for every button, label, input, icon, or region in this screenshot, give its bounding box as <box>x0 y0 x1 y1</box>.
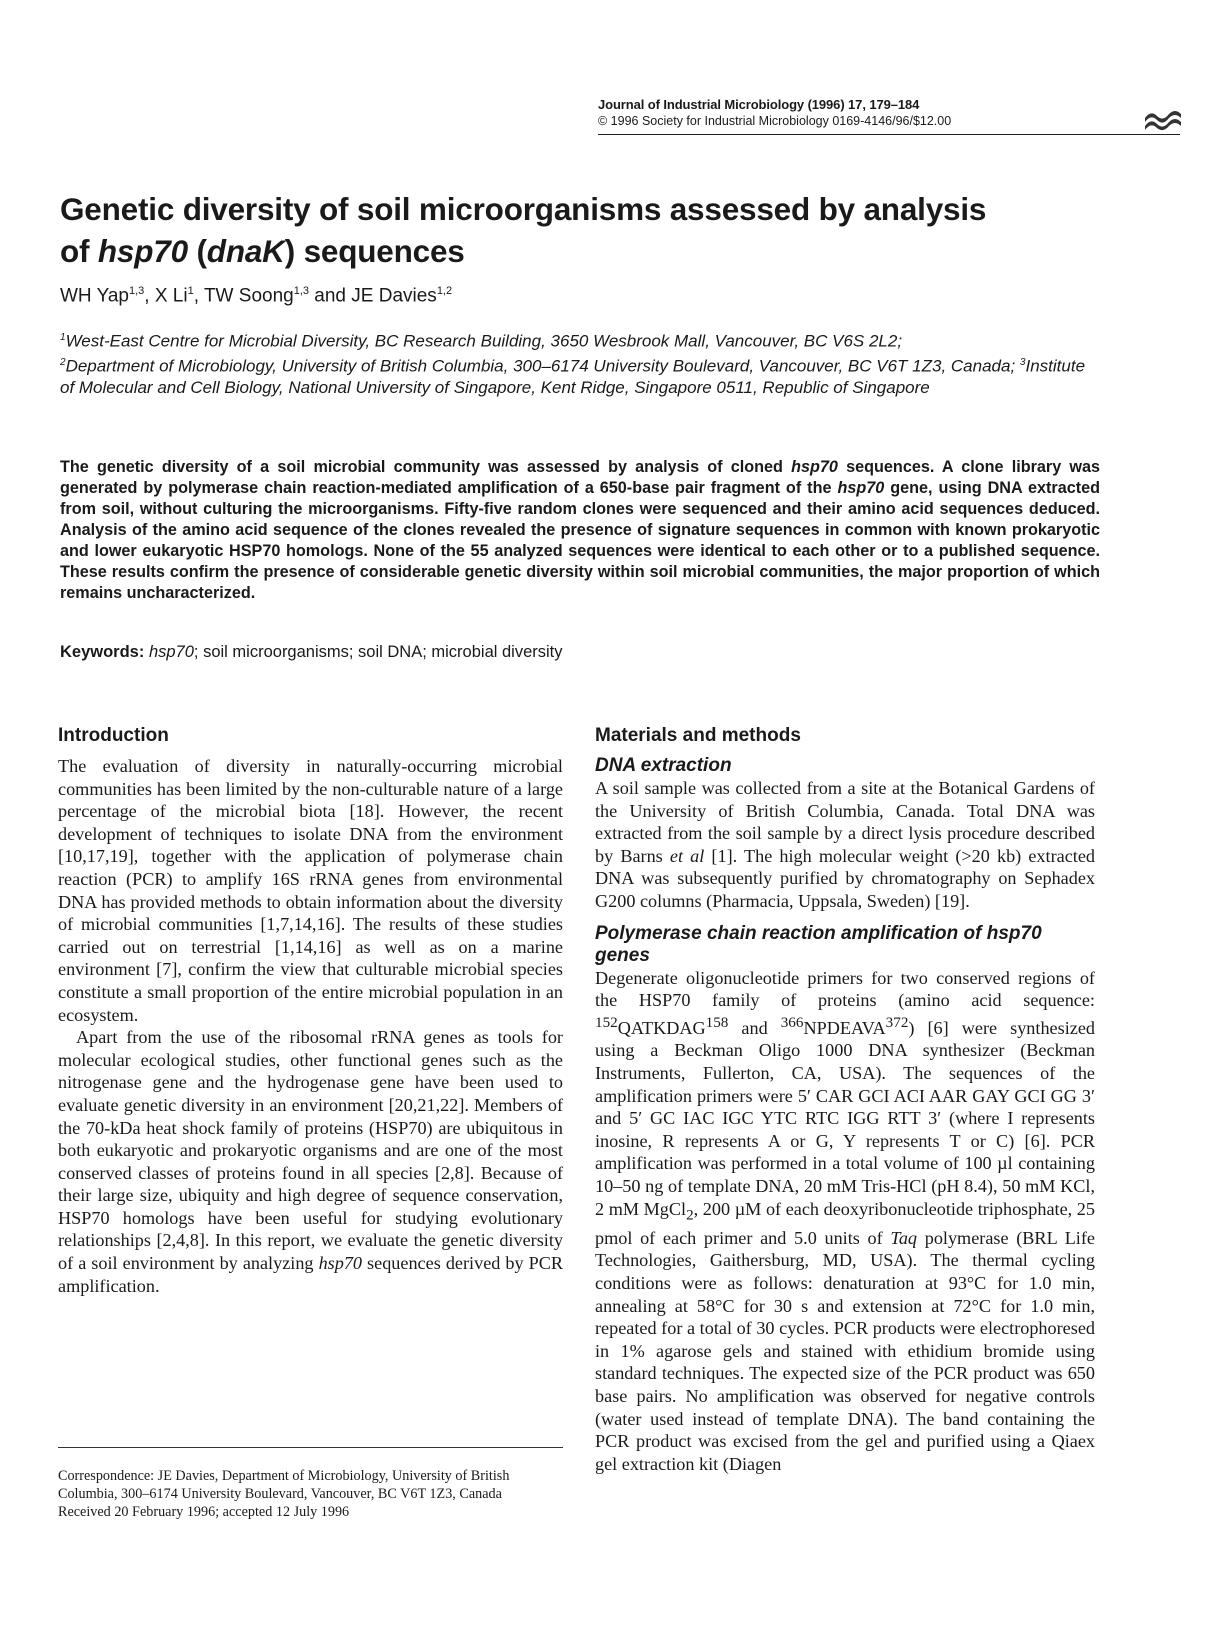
dna-extraction-subheading: DNA extraction <box>595 755 732 776</box>
header-rule <box>598 134 1180 135</box>
paper-title <box>60 188 1170 272</box>
abstract-text: sequences. A clone library was generated by polymerase chain reaction-mediated amplification of a 650-base pair fragment of the <box>60 458 1100 497</box>
intro-text: sequences derived by PCR amplification. <box>58 1253 564 1296</box>
methods-text: [1]. The high molecular weight (>20 kb) extracted DNA was subsequently purified by chromatography on Sephadex G200 columns (Pharmacia, Uppsala, Sweden) [19]. <box>595 845 1095 911</box>
intro-paragraph-1: The evaluation of diversity in naturally-occurring microbial communities has been limited by the non-culturable nature of a large percentage of the microbial biota [18]. However, the recent development of techniques to isolate DNA from the environment [10,17,19], together with the application of polymerase chain reaction (PCR) to amplify 16S rRNA genes from environmental DNA has provided methods to obtain information about the diversity of microbial communities [1,7,14,16]. The results of these studies carried out on terrestrial [1,14,16] as well as on a marine environment [7], confirm the view that culturable microbial species constitute a small proportion of the entire microbial population in an ecosystem. <box>58 756 563 1025</box>
methods-text: Degenerate oligonucleotide primers for two conserved regions of the HSP70 family of proteins (amino acid sequence: <box>595 967 1095 1011</box>
keywords-label: Keywords: <box>60 643 145 661</box>
methods-heading: Materials and methods <box>595 725 801 746</box>
pcr-subheading: Polymerase chain reaction amplification of hsp70 genes <box>595 922 1042 966</box>
intro-gene: hsp70 <box>318 1253 363 1274</box>
abstract-text: gene, using DNA extracted from soil, without culturing the microorganisms. Fifty-five random clones were sequenced and their amino acid sequences deduced. Analysis of the amino acid sequence of the clones revealed the presence of signature sequences in common with known prokaryotic and lower eukaryotic HSP70 homologs. None of the 55 analyzed sequences were identical to each other or to a published sequence. These results confirm the presence of considerable genetic diversity within soil microbial communities, the major proportion of which remains uncharacterized. <box>60 479 1100 602</box>
residue-sup: 158 <box>705 1013 729 1031</box>
author-affil-sup: 1,3 <box>293 285 310 297</box>
correspondence: Correspondence: JE Davies, Department of Microbiology, University of British Columbia, 300–6174 University Boulevard, Vancouver, BC V6T 1Z3, Canada <box>58 1468 510 1502</box>
journal-header <box>598 97 1178 128</box>
affiliations <box>60 327 1100 399</box>
methods-text: polymerase (BRL Life Technologies, Gaithersburg, MD, USA). The thermal cycling conditions were as follows: denaturation at 93°C for 1.0 min, annealing at 58°C for 30 s and extension at 72°C for 1.0 min, repeated for a total of 30 cycles. PCR products were electrophoresed in 1% agarose gels and stained with ethidium bromide using standard techniques. The expected size of the PCR product was 650 base pairs. No amplification was observed for negative controls (water used instead of template DNA). The band containing the PCR product was excised from the gel and purified using a Qiaex gel extraction kit (Diagen <box>595 1227 1095 1474</box>
right-column <box>595 725 1095 1475</box>
author-and: and <box>314 285 346 307</box>
title-of: of <box>60 233 98 269</box>
residue-sup: 366 <box>780 1013 804 1031</box>
abstract-gene: hsp70 <box>837 479 885 497</box>
author-name: JE Davies <box>351 285 437 307</box>
received-dates: Received 20 February 1996; accepted 12 July 1996 <box>58 1504 350 1520</box>
taq: Taq <box>890 1227 918 1248</box>
title-line1: Genetic diversity of soil microorganisms assessed by analysis <box>60 191 987 227</box>
author-affil-sup: 1,3 <box>129 285 145 297</box>
footnote <box>58 1467 563 1521</box>
title-gene-dnak: dnaK <box>206 233 285 269</box>
keywords-rest: ; soil microorganisms; soil DNA; microbial diversity <box>193 643 563 661</box>
journal-citation: Journal of Industrial Microbiology (1996) 17, 179–184 <box>598 97 920 112</box>
dna-extraction-paragraph <box>595 777 1095 913</box>
publisher-logo-icon <box>1143 106 1183 132</box>
affiliation-3: Institute of Molecular and Cell Biology, National University of Singapore, Kent Ridge, Singapore 0511, Republic of Singapore <box>60 356 1086 398</box>
affiliation-1: West-East Centre for Microbial Diversity, BC Research Building, 3650 Wesbrook Mall, Vancouver, BC V6S 2L2; <box>65 331 903 351</box>
title-gene-hsp70: hsp70 <box>97 233 188 269</box>
copyright-line: © 1996 Society for Industrial Microbiology 0169-4146/96/$12.00 <box>598 114 952 128</box>
affil-sup: 1 <box>60 332 66 343</box>
methods-text: A soil sample was collected from a site at the Botanical Gardens of the University of British Columbia, Canada. Total DNA was extracted from the soil sample by a direct lysis procedure described by Barns <box>595 778 1095 866</box>
left-column <box>58 725 563 1297</box>
introduction-heading: Introduction <box>58 725 169 746</box>
author-name: X Li <box>154 285 188 307</box>
keyword-gene: hsp70 <box>148 643 194 661</box>
intro-paragraph-2 <box>58 1026 563 1297</box>
subscript: 2 <box>686 1206 694 1224</box>
footnote-rule <box>58 1447 563 1448</box>
pcr-paragraph <box>595 967 1095 1476</box>
amino-seq: QATKDAG <box>617 1017 706 1038</box>
abstract <box>60 457 1100 604</box>
methods-text: , 200 µM of each deoxyribonucleotide triphosphate, 25 pmol of each primer and 5.0 units of <box>595 1198 1095 1248</box>
intro-text: Apart from the use of the ribosomal rRNA genes as tools for molecular ecological studies, other functional genes such as the nitrogenase gene and the hydrogenase gene have been used to evaluate genetic diversity in an environment [20,21,22]. Members of the 70-kDa heat shock family of proteins (HSP70) are ubiquitous in both eukaryotic and prokaryotic organisms and are one of the most conserved classes of proteins found in all species [2,8]. Because of their large size, ubiquity and high degree of sequence conservation, HSP70 homologs have been useful for studying evolutionary relationships [2,4,8]. In this report, we evaluate the genetic diversity of a soil environment by analyzing <box>58 1027 563 1274</box>
et-al: et al <box>669 845 705 866</box>
residue-sup: 372 <box>885 1013 909 1031</box>
affil-sup: 3 <box>1019 357 1026 369</box>
affiliation-2: Department of Microbiology, University of British Columbia, 300–6174 University Boulevard, Vancouver, BC V6T 1Z3, Canada; <box>65 356 1016 376</box>
title-paren-close: ) sequences <box>284 233 465 269</box>
amino-seq: NPDEAVA <box>803 1017 886 1038</box>
author-list: WH Yap$^{1,3}$, X Li$^1$, TW Soong$^{1,3}$ and JE Davies$^{1,2}$ <box>60 285 453 307</box>
author-name: WH Yap <box>60 285 129 307</box>
author-affil-sup: 1 <box>187 285 194 297</box>
abstract-text: The genetic diversity of a soil microbial community was assessed by analysis of cloned <box>60 458 792 476</box>
methods-text: and <box>728 1017 781 1038</box>
keywords <box>60 643 563 662</box>
author-affil-sup: 1,2 <box>436 285 453 297</box>
abstract-gene: hsp70 <box>791 458 838 476</box>
title-paren-open: ( <box>187 233 207 269</box>
affil-sup: 2 <box>60 357 66 369</box>
author-name: TW Soong <box>203 285 294 307</box>
residue-sup: 152 <box>595 1013 618 1031</box>
methods-text: ) [6] were synthesized using a Beckman Oligo 1000 DNA synthesizer (Beckman Instruments, Fullerton, CA, USA). The sequences of the amplification primers were 5′ CAR GCI ACI AAR GAY GCI GG 3′ and 5′ GC IAC IGC YTC RTC IGG RTT 3′ (where I represents inosine, R represents A or G, Y represents T or C) [6]. PCR amplification was performed in a total volume of 100 µl containing 10–50 ng of template DNA, 20 mM Tris-HCl (pH 8.4), 50 mM KCl, 2 mM MgCl <box>595 1017 1095 1219</box>
